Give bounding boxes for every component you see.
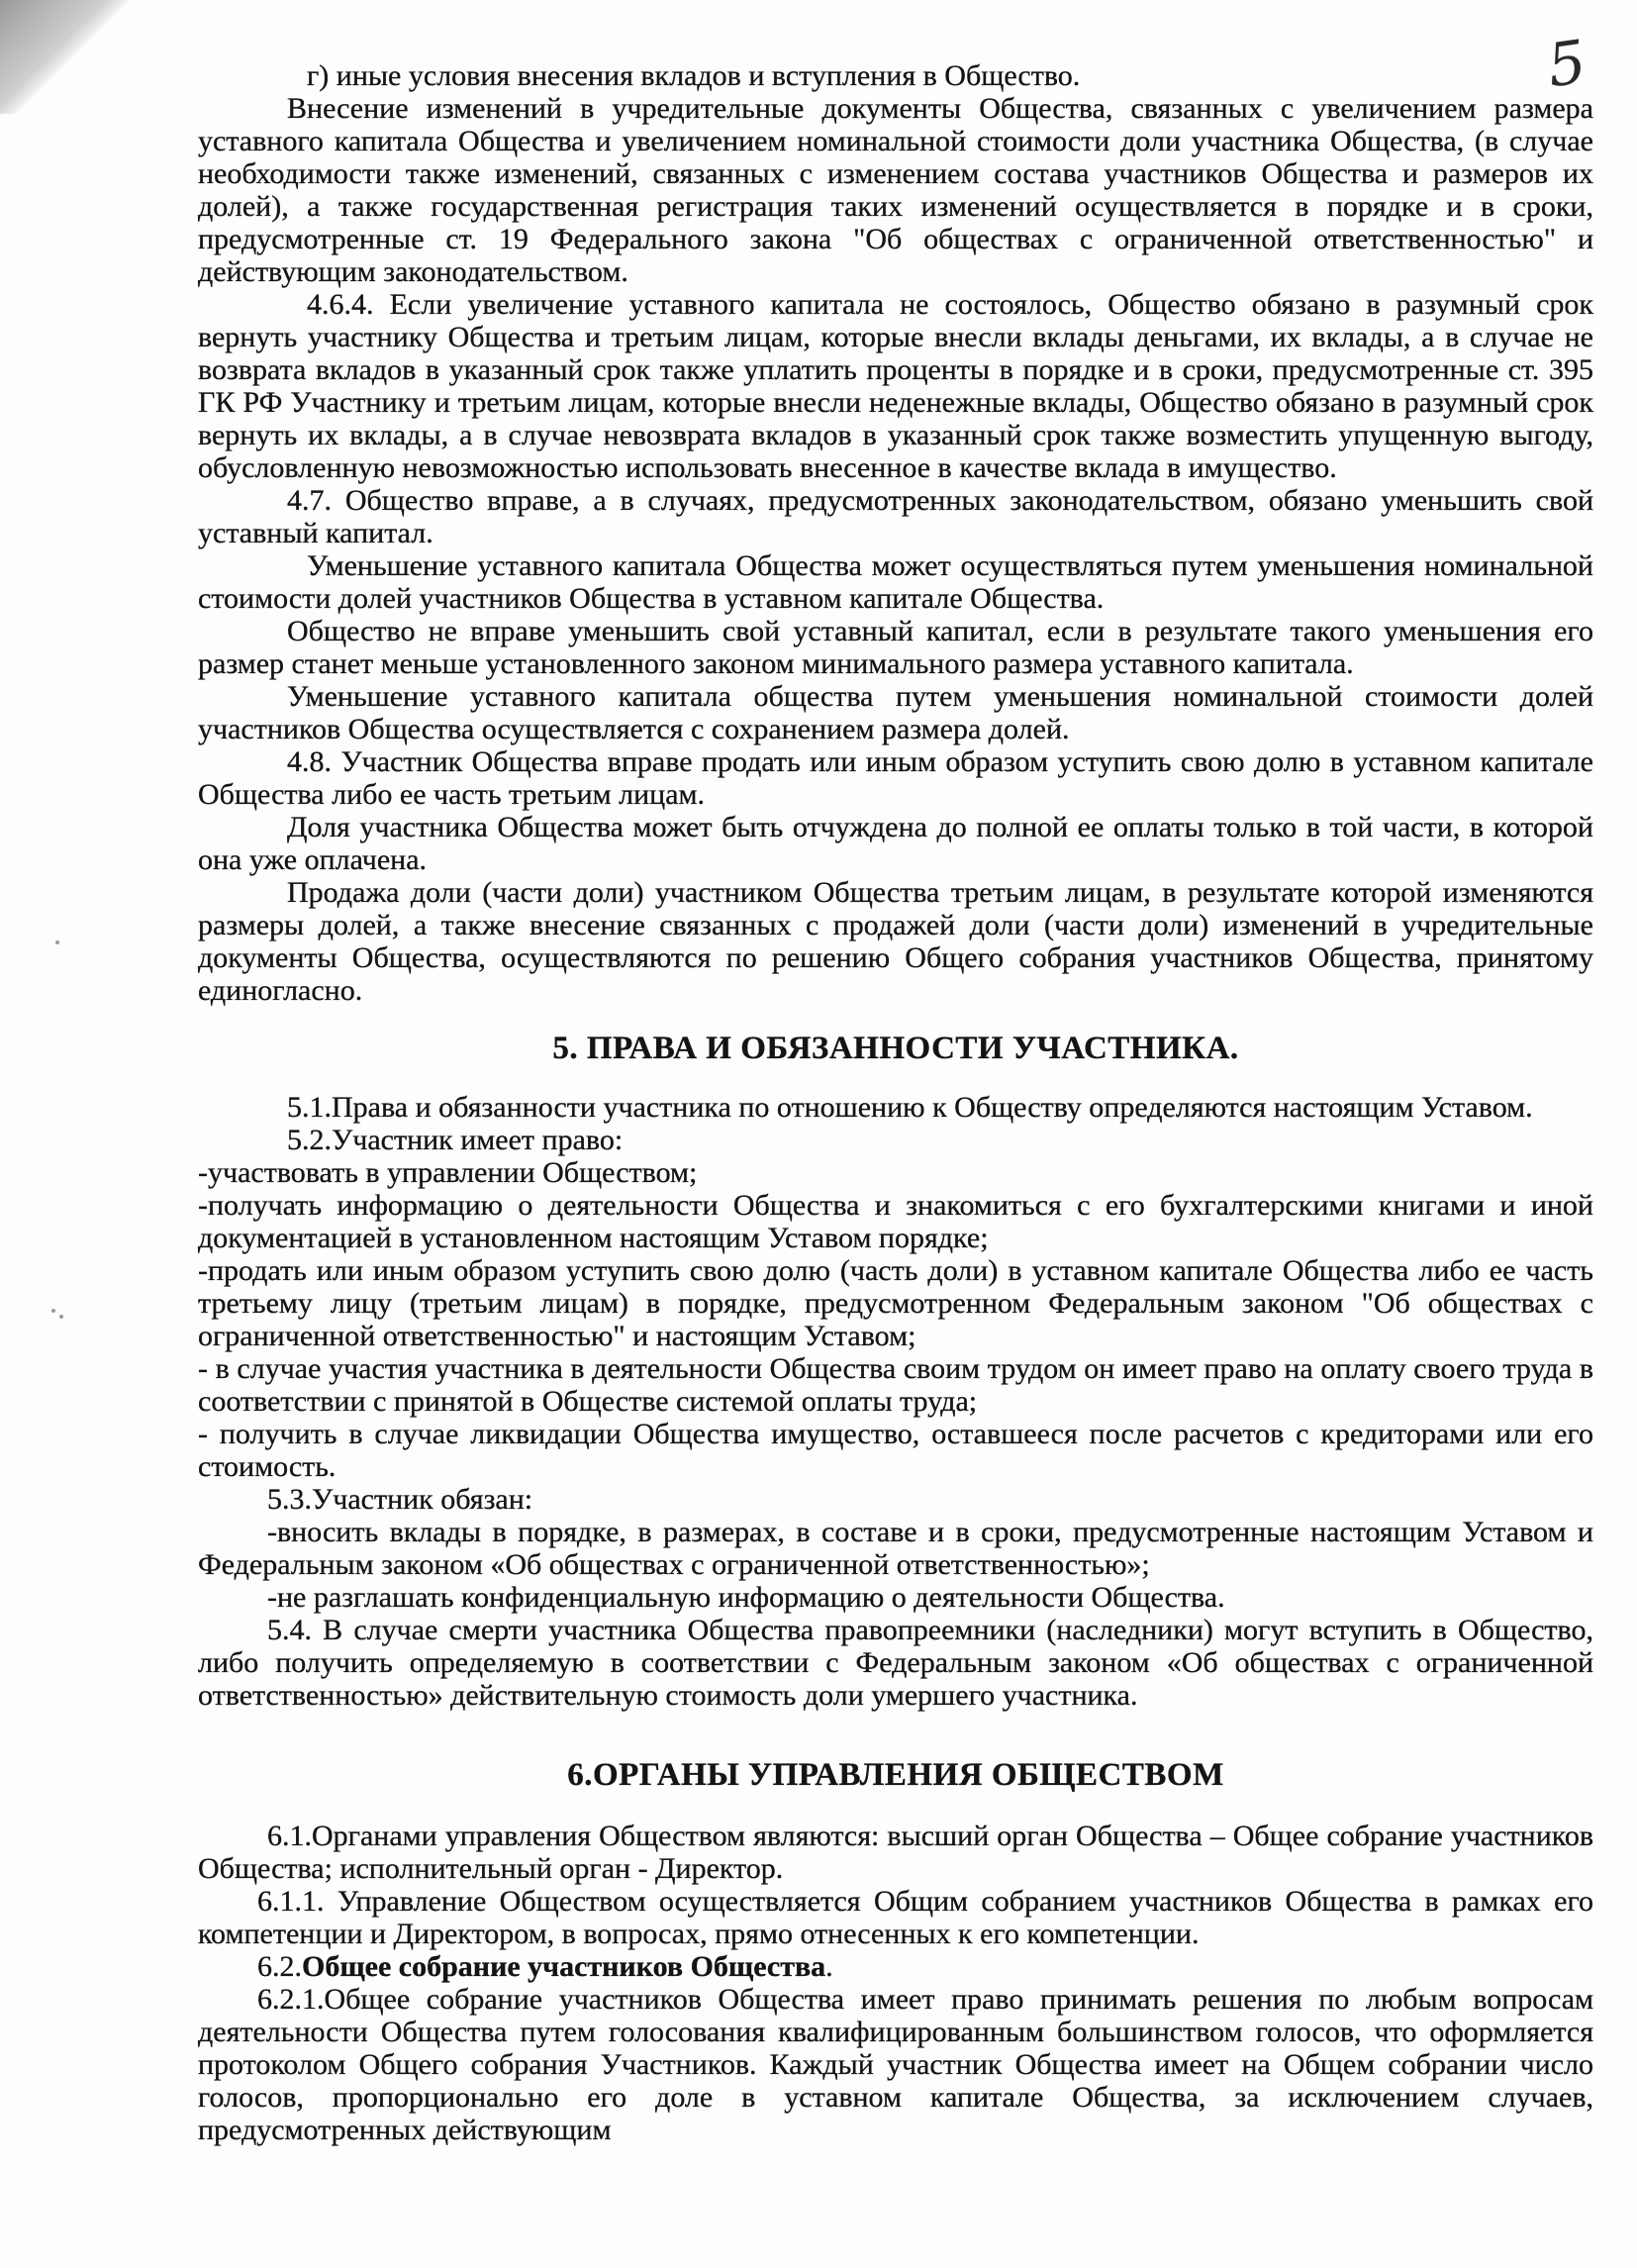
scan-speck [59, 1315, 63, 1319]
paragraph: Уменьшение уставного капитала общества путем уменьшения номинальной стоимости долей участников Общества осуществляется с сохранением размера долей. [198, 680, 1593, 745]
folded-corner [0, 0, 148, 114]
subsection-number: 6.2. [257, 1950, 302, 1983]
list-item: - получить в случае ликвидации Общества имущество, оставшееся после расчетов с кредиторами или его стоимость. [198, 1418, 1593, 1483]
paragraph: Продажа доли (части доли) участником Общества третьим лицам, в результате которой изменяются размеры долей, а также внесение связанных с продажей доли (части доли) изменений в учредительные документы Общества, осуществляются по решению Общего собрания участников Общества, принятому единогласно. [198, 876, 1593, 1007]
list-item: -участвовать в управлении Обществом; [198, 1156, 698, 1189]
paragraph: 6.2.1.Общее собрание участников Общества имеет право принимать решения по любым вопросам деятельности Общества путем голосования квалифицированным большинством голосов, что оформляется протоколом Общего собрания Участников. Каждый участник Общества имеет на Общем собрании число голосов, пропорционально его доле в уставном капитале Общества, за исключением случаев, предусмотренных действующим [198, 1983, 1593, 2146]
paragraph: 6.1.Органами управления Обществом являются: высший орган Общества – Общее собрание участников Общества; исполнительный орган - Директор. [198, 1820, 1593, 1885]
list-item: - в случае участия участника в деятельности Общества своим трудом он имеет право на оплату своего труда в соответствии с принятой в Обществе системой оплаты труда; [198, 1352, 1593, 1418]
section-heading-5: 5. ПРАВА И ОБЯЗАННОСТИ УЧАСТНИКА. [552, 1031, 1239, 1066]
paragraph: 5.3.Участник обязан: [267, 1483, 533, 1516]
list-item: -получать информацию о деятельности Общества и знакомиться с его бухгалтерскими книгами и иной документацией в установленном настоящим Уставом порядке; [198, 1189, 1593, 1254]
section-heading-6: 6.ОРГАНЫ УПРАВЛЕНИЯ ОБЩЕСТВОМ [567, 1757, 1224, 1793]
subsection-heading [198, 1950, 1593, 1983]
paragraph: 5.1.Права и обязанности участника по отношению к Обществу определяются настоящим Уставом. [287, 1091, 1533, 1124]
paragraph: Внесение изменений в учредительные документы Общества, связанных с увеличением размера уставного капитала Общества и увеличением номинальной стоимости доли участника Общества, (в случае необходимости также изменений, связанных с изменением состава участников Общества и размеров их долей), а также государственная регистрация таких изменений осуществляется в порядке и в сроки, предусмотренные ст. 19 Федерального закона "Об обществах с ограниченной ответственностью" и действующим законодательством. [198, 92, 1593, 288]
paragraph: г) иные условия внесения вкладов и вступления в Общество. [307, 59, 1081, 92]
document-body [198, 59, 1593, 2146]
scan-speck [55, 940, 59, 944]
list-item: -продать или иным образом уступить свою долю (часть доли) в уставном капитале Общества либо ее часть третьему лицу (третьим лицам) в порядке, предусмотренном Федеральным законом "Об обществах с ограниченной ответственностью" и настоящим Уставом; [198, 1254, 1593, 1352]
paragraph: 6.1.1. Управление Обществом осуществляется Общим собранием участников Общества в рамках его компетенции и Директором, в вопросах, прямо отнесенных к его компетенции. [198, 1885, 1593, 1950]
paragraph: 5.4. В случае смерти участника Общества правопреемники (наследники) могут вступить в Общество, либо получить определяемую в соответствии с Федеральным законом «Об обществах с ограниченной ответственностью» действительную стоимость доли умершего участника. [198, 1614, 1593, 1712]
paragraph: 4.8. Участник Общества вправе продать или иным образом уступить свою долю в уставном капитале Общества либо ее часть третьим лицам. [198, 745, 1593, 811]
paragraph: 4.7. Общество вправе, а в случаях, предусмотренных законодательством, обязано уменьшить свой уставный капитал. [198, 484, 1593, 549]
page-number: 5 [1543, 27, 1590, 102]
paragraph: 5.2.Участник имеет право: [287, 1124, 624, 1156]
paragraph: Доля участника Общества может быть отчуждена до полной ее оплаты только в той части, в которой она уже оплачена. [198, 811, 1593, 876]
paragraph: Уменьшение уставного капитала Общества может осуществляться путем уменьшения номинальной стоимости долей участников Общества в уставном капитале Общества. [198, 549, 1593, 615]
paragraph: Общество не вправе уменьшить свой уставный капитал, если в результате такого уменьшения его размер станет меньше установленного законом минимального размера уставного капитала. [198, 615, 1593, 680]
paragraph: 4.6.4. Если увеличение уставного капитала не состоялось, Общество обязано в разумный срок вернуть участнику Общества и третьим лицам, которые внесли вклады деньгами, их вклады, а в случае не возврата вкладов в указанный срок также уплатить проценты в порядке и в сроки, предусмотренные ст. 395 ГК РФ Участнику и третьим лицам, которые внесли неденежные вклады, Общество обязано в разумный срок вернуть их вклады, а в случае невозврата вкладов в указанный срок также возместить упущенную выгоду, обусловленную невозможностью использовать внесенное в качестве вклада в имущество. [198, 288, 1593, 484]
subsection-title: Общее собрание участников Общества [302, 1950, 826, 1983]
list-item: -не разглашать конфиденциальную информацию о деятельности Общества. [267, 1581, 1225, 1614]
list-item: -вносить вклады в порядке, в размерах, в составе и в сроки, предусмотренные настоящим Уставом и Федеральным законом «Об обществах с ограниченной ответственностью»; [198, 1516, 1593, 1581]
scan-speck [51, 1309, 55, 1313]
subsection-period: . [825, 1950, 833, 1983]
